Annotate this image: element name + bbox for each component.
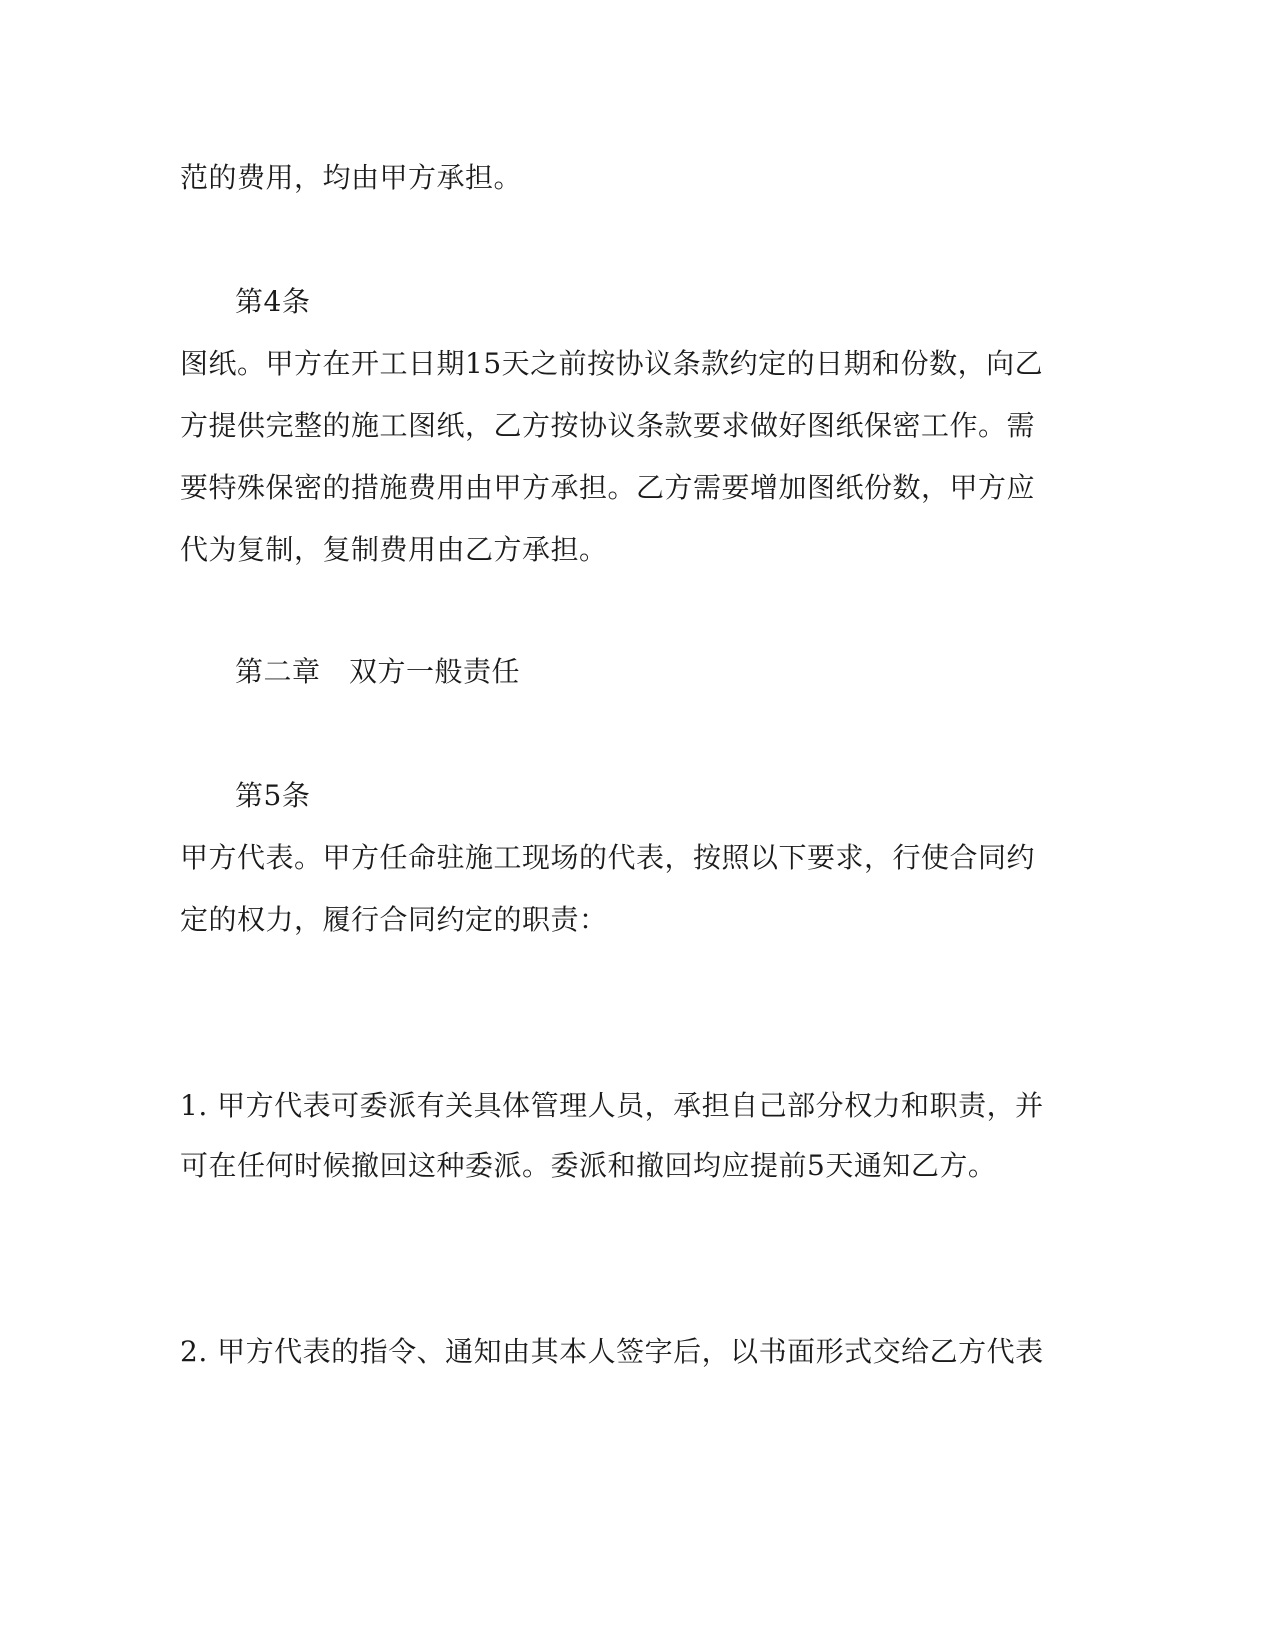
article-4-heading: 第4条	[235, 285, 311, 318]
article-4-line-1: 图纸。甲方在开工日期15天之前按协议条款约定的日期和份数，向乙	[180, 347, 1044, 380]
article-4-line-2: 方提供完整的施工图纸，乙方按协议条款要求做好图纸保密工作。需	[180, 409, 1036, 442]
continuation-text: 范的费用，均由甲方承担。	[180, 161, 523, 194]
item-1-line-2: 可在任何时候撤回这种委派。委派和撤回均应提前5天通知乙方。	[180, 1149, 997, 1182]
article-5-line-2: 定的权力，履行合同约定的职责：	[180, 903, 608, 936]
article-4-line-4: 代为复制，复制费用由乙方承担。	[180, 533, 608, 566]
item-1-line-1: 1. 甲方代表可委派有关具体管理人员，承担自己部分权力和职责，并	[180, 1089, 1044, 1122]
article-4-line-3: 要特殊保密的措施费用由甲方承担。乙方需要增加图纸份数，甲方应	[180, 471, 1036, 504]
chapter-2-heading: 第二章 双方一般责任	[235, 655, 521, 688]
article-5-line-1: 甲方代表。甲方任命驻施工现场的代表，按照以下要求，行使合同约	[180, 841, 1036, 874]
item-2-line-1: 2. 甲方代表的指令、通知由其本人签字后，以书面形式交给乙方代表	[180, 1335, 1044, 1368]
article-5-heading: 第5条	[235, 779, 311, 812]
